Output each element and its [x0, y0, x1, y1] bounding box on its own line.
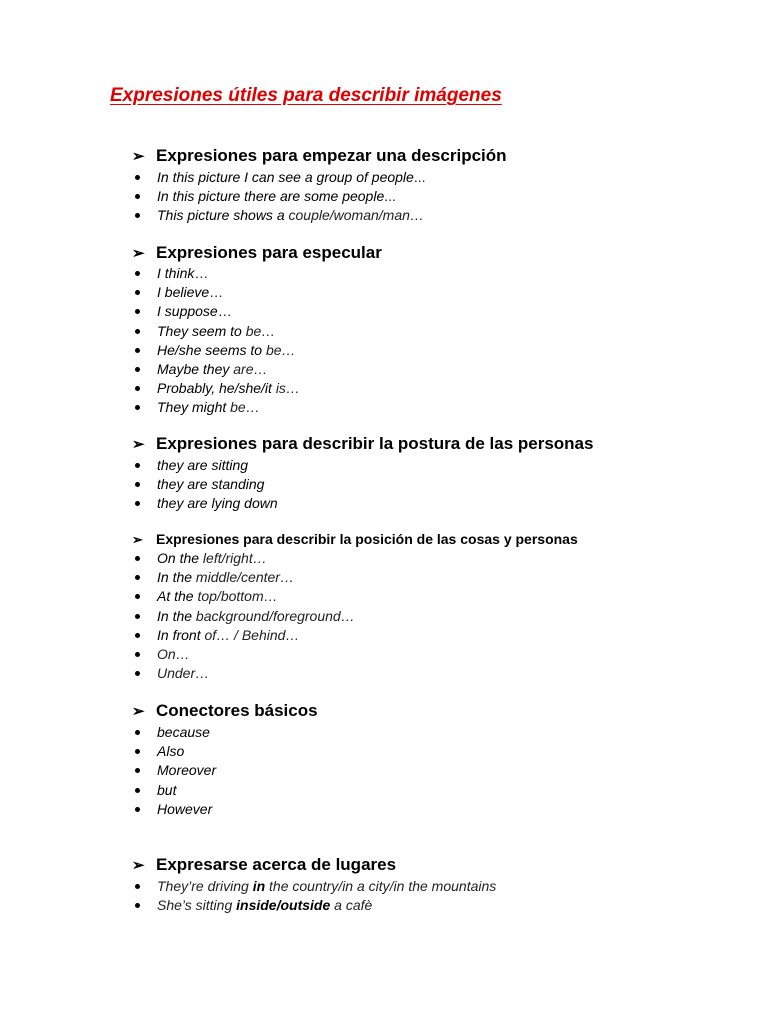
list-item-text: They’re driving [157, 878, 253, 894]
list-item-text: … [217, 303, 232, 320]
list-item-text: Probably, he/she/it [157, 380, 276, 397]
page-title: Expresiones útiles para describir imágenes [110, 85, 502, 106]
list-item-text: In the [157, 569, 196, 586]
item-list [132, 549, 752, 683]
arrow-bullet-icon: ➢ [132, 245, 145, 262]
list-item [132, 283, 752, 302]
section-heading [132, 243, 752, 263]
list-item-text: background/foreground… [195, 607, 355, 624]
list-item-text: They might [157, 399, 231, 416]
arrow-bullet-icon: ➢ [132, 532, 143, 547]
list-item-text: middle/center… [195, 569, 294, 586]
section-heading [132, 531, 752, 548]
list-item [132, 187, 752, 206]
arrow-bullet-icon: ➢ [132, 857, 145, 874]
list-item-text: is… [275, 380, 300, 397]
list-item-text: are… [233, 361, 268, 378]
section-heading-text: Expresiones para describir la postura de las personas [156, 434, 594, 453]
list-item-text: couple/woman/man… [288, 207, 424, 224]
list-item-text: At the [157, 588, 198, 605]
item-list [132, 877, 752, 915]
section-heading-text: Expresiones para describir la posición de las cosas y personas [156, 531, 578, 547]
list-item [132, 302, 752, 321]
list-item [132, 568, 752, 587]
list-item-text: inside/outside [236, 897, 331, 914]
section-postura [132, 434, 752, 514]
list-item [132, 549, 752, 568]
list-item-text: They seem to [157, 322, 246, 339]
list-item-text: I believe [157, 284, 210, 301]
list-item [132, 168, 752, 187]
list-item [132, 322, 752, 341]
section-heading-text: Expresiones para especular [156, 243, 382, 262]
arrow-bullet-icon: ➢ [132, 703, 145, 720]
list-item [132, 607, 752, 626]
list-item [132, 800, 752, 819]
list-item-text: … [209, 284, 224, 301]
section-heading [132, 146, 752, 166]
list-item-text: Moreover [157, 762, 217, 779]
list-item-text: However [157, 800, 213, 817]
list-item [132, 742, 752, 761]
list-item-text: they are standing [157, 476, 265, 493]
list-item-text: She’s sitting [157, 897, 237, 914]
list-item-text: be… [245, 322, 276, 339]
list-item-text: left/right… [202, 550, 267, 566]
list-item-text: of… / Behind… [204, 626, 300, 643]
list-item [132, 494, 752, 513]
list-item-text: be… [265, 341, 296, 358]
list-item [132, 645, 752, 664]
list-item-text: in [252, 878, 266, 894]
item-list [132, 264, 752, 418]
arrow-bullet-icon: ➢ [132, 436, 145, 453]
section-heading [132, 701, 752, 721]
list-item [132, 781, 752, 800]
section-especular [132, 243, 752, 418]
list-item-text: Also [157, 743, 185, 760]
section-heading [132, 855, 752, 875]
list-item [132, 264, 752, 283]
section-lugares [132, 855, 752, 915]
list-item-text: In the [157, 607, 196, 624]
list-item [132, 341, 752, 360]
list-item-text: On the [157, 550, 203, 566]
list-item-text: a cafè [330, 897, 373, 914]
list-item-text: … [194, 265, 209, 281]
list-item-text: Under… [157, 665, 210, 682]
list-item-text: they are sitting [157, 457, 249, 473]
list-item [132, 360, 752, 379]
list-item-text: because [157, 724, 210, 740]
section-heading-text: Expresarse acerca de lugares [156, 855, 397, 874]
list-item [132, 206, 752, 225]
list-item-text: He/she seems to [157, 341, 266, 358]
section-empezar-descripcion [132, 146, 752, 226]
list-item [132, 723, 752, 742]
item-list [132, 456, 752, 514]
list-item [132, 761, 752, 780]
list-item [132, 664, 752, 683]
section-heading-text: Conectores básicos [156, 701, 318, 720]
list-item [132, 587, 752, 606]
list-item-text: I think [157, 265, 195, 281]
list-item-text: top/bottom… [197, 588, 278, 605]
list-item [132, 475, 752, 494]
list-item [132, 877, 752, 896]
arrow-bullet-icon: ➢ [132, 148, 145, 165]
list-item-text: the country/in a city/in the mountains [265, 878, 497, 894]
section-heading [132, 434, 752, 454]
item-list [132, 168, 752, 226]
section-posicion [132, 531, 752, 683]
list-item-text: be… [230, 399, 260, 416]
list-item-text: On… [157, 646, 190, 663]
list-item-text: but [157, 781, 177, 798]
list-item-text: In front [157, 626, 205, 643]
section-heading-text: Expresiones para empezar una descripción [156, 146, 507, 165]
list-item [132, 456, 752, 475]
list-item [132, 626, 752, 645]
list-item-text: ... [413, 169, 426, 185]
list-item-text: they are lying down [157, 495, 278, 512]
list-item [132, 896, 752, 915]
list-item [132, 379, 752, 398]
list-item-text: In this picture I can see a group of people [157, 169, 414, 185]
list-item-text: In this picture there are some people [157, 188, 385, 205]
list-item-text: This picture shows a [157, 207, 289, 224]
list-item-text: Maybe they [157, 361, 234, 378]
list-item [132, 398, 752, 417]
list-item-text: I suppose [157, 303, 218, 320]
item-list [132, 723, 752, 819]
list-item-text: ... [384, 188, 396, 205]
section-conectores [132, 701, 752, 819]
